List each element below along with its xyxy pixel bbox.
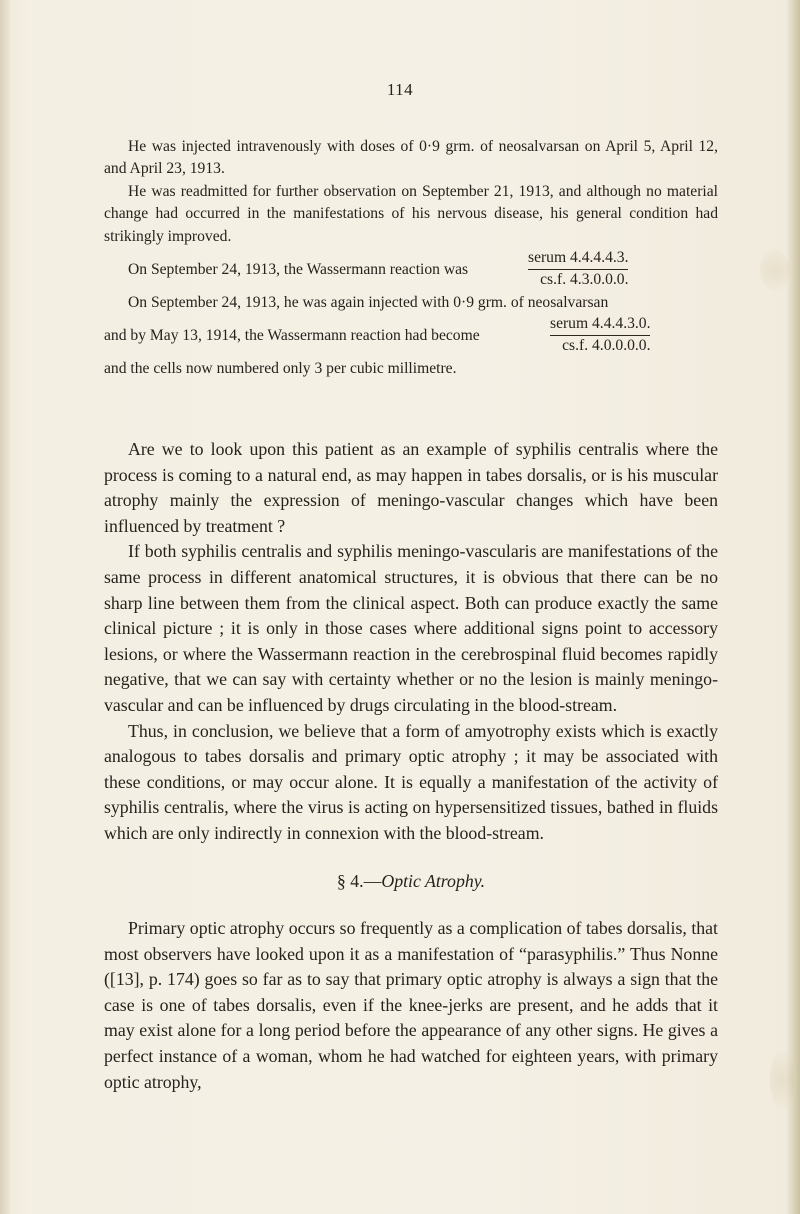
- body-paragraph: Thus, in conclusion, we believe that a form of amyotrophy exists which is exactly analogous to tabes dorsalis and primary optic atrophy ; it may be associated with these conditions, or may occur alone. It is equally a manifestation of the activity of syphilis centralis, where the virus is acting on hypersensitized tissues, bathed in fluids which are only indirectly in connexion with the blood-stream.: [104, 720, 718, 843]
- section-title: Optic Atrophy.: [381, 870, 486, 891]
- case-paragraph: He was readmitted for further observation on September 21, 1913, and although no material change had occurred in the manifestations of his nervous disease, his general condition had strikingly improved.: [104, 182, 718, 245]
- body-paragraph: Are we to look upon this patient as an example of syphilis centralis where the process is coming to a natural end, as may happen in tabes dorsalis, or is his muscular atrophy mainly the expression of meningo-vascular changes which have been influenced by treatment ?: [104, 439, 718, 536]
- section-heading: [104, 869, 718, 895]
- formula-lead-text: and by May 13, 1914, the Wassermann reaction had become: [104, 327, 480, 345]
- section-number: § 4.—: [336, 870, 382, 891]
- formula-lead-text: On September 24, 1913, the Wassermann reaction was: [128, 261, 469, 279]
- case-paragraph: and the cells now numbered only 3 per cubic millimetre.: [104, 360, 457, 378]
- wassermann-result-2: [104, 314, 718, 358]
- csf-value: cs.f. 4.3.0.0.0.: [540, 271, 629, 289]
- case-paragraph: On September 24, 1913, he was again injected with 0·9 grm. of neosalvarsan: [128, 294, 609, 312]
- page-right-edge: [786, 0, 800, 1214]
- serum-value: serum 4.4.4.3.0.: [550, 314, 650, 336]
- body-paragraph: Primary optic atrophy occurs so frequently as a complication of tabes dorsalis, that most observers have looked upon it as a manifestation of “parasyphilis.” Thus Nonne ([13], p. 174) goes so far as to say that primary optic atrophy is always a sign that the case is one of tabes dorsalis, even if the knee-jerks are present, and he adds that it may exist alone for a long period before the appearance of any other signs. He gives a perfect instance of a woman, whom he had watched for eighteen years, with primary optic atrophy,: [104, 918, 718, 1092]
- page-number: 114: [386, 80, 414, 99]
- body-paragraph: If both syphilis centralis and syphilis meningo-vascularis are manifestations of the same process in different anatomical structures, it is obvious that there can be no sharp line between them from the clinical aspect. Both can produce exactly the same clinical picture ; it is only in those cases where additional signs point to accessory lesions, or where the Wassermann reaction in the cerebrospinal fluid becomes rapidly negative, that we can say with certainty whether or no the lesion is mainly meningo-vascular and can be influenced by drugs circulating in the blood-stream.: [104, 541, 718, 715]
- discussion-text: [104, 437, 718, 1095]
- page-left-edge: [0, 0, 10, 1214]
- serum-value: serum 4.4.4.4.3.: [528, 248, 628, 270]
- case-notes: [104, 136, 718, 381]
- paper-stain: [760, 250, 790, 290]
- csf-value: cs.f. 4.0.0.0.0.: [562, 337, 651, 355]
- reaction-fraction: [528, 248, 628, 290]
- reaction-fraction: [550, 314, 650, 356]
- paper-stain: [770, 1050, 794, 1110]
- wassermann-result-1: [104, 248, 718, 292]
- case-paragraph: He was injected intravenously with doses of 0·9 grm. of neosalvarsan on April 5, April 12, and April 23, 1913.: [104, 138, 718, 178]
